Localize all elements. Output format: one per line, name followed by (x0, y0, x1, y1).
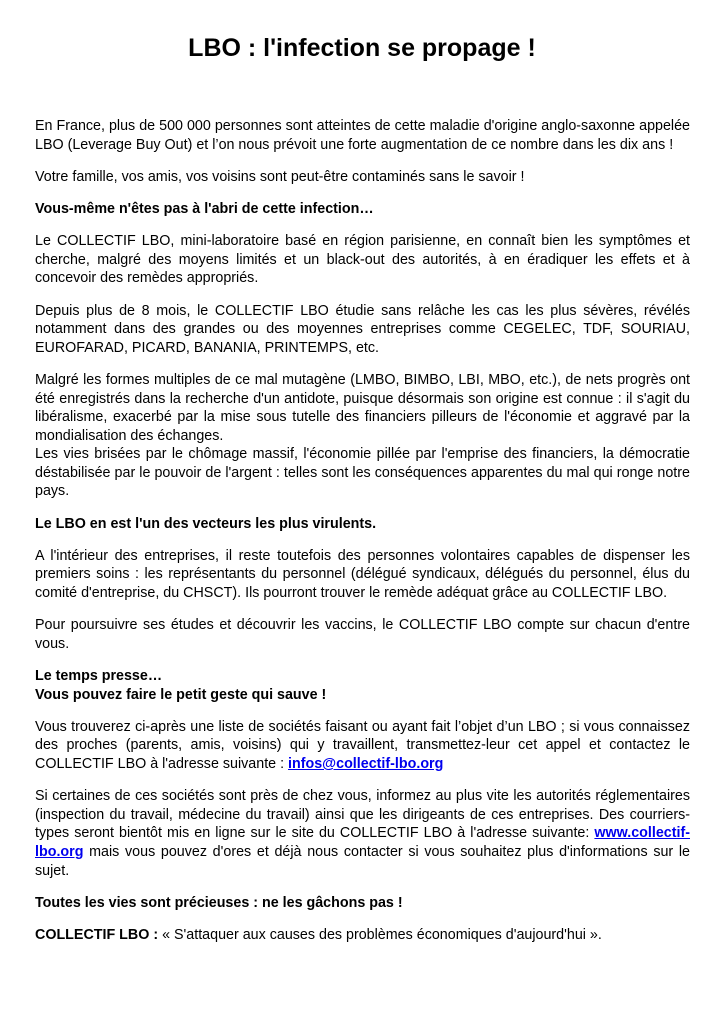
signature-label: COLLECTIF LBO : (35, 926, 159, 943)
paragraph-precious: Toutes les vies sont précieuses : ne les gâchons pas ! (35, 894, 403, 911)
email-link[interactable]: infos@collectif-lbo.org (288, 755, 444, 772)
document-body (35, 117, 690, 958)
list-text: Vous trouverez ci-après une liste de sociétés faisant ou ayant fait l’objet d’un LBO ; si vous connaissez des proches (parents, amis, voisins) qui y travaillent, transmettez-leur cet appel et contactez le COLLECTIF LBO à l'adresse suivante : (35, 718, 690, 772)
paragraph-vector: Le LBO en est l'un des vecteurs les plus virulents. (35, 515, 377, 532)
paragraph-representatives: A l'intérieur des entreprises, il reste toutefois des personnes volontaires capables de dispenser les premiers soins : les représentants du personnel (délégué syndicaux, délégués du personnel, élus du comité d'entreprise, du CHSCT). Ils pourront trouver le remède adéquat grâce au COLLECTIF LBO. (35, 547, 690, 602)
paragraph-family: Votre famille, vos amis, vos voisins sont peut-être contaminés sans le savoir ! (35, 168, 525, 185)
authorities-text: Si certaines de ces sociétés sont près de chez vous, informez au plus vite les autorités réglementaires (inspection du travail, médecine du travail) ainsi que les dirigeants de ces entreprises. Des courriers-types seront bientôt mis en ligne sur le site du COLLECTIF LBO à l'adresse suivante: (35, 788, 690, 842)
paragraph-vaccines: Pour poursuivre ses études et découvrir les vaccins, le COLLECTIF LBO compte sur chacun d'entre vous. (35, 617, 690, 652)
authorities-text-end: mais vous pouvez d'ores et déjà nous contacter si vous souhaitez plus d'informations sur le sujet. (35, 843, 690, 879)
paragraph-time: Le temps presse… (35, 668, 163, 684)
paragraph-warning: Vous-même n'êtes pas à l'abri de cette infection… (35, 200, 374, 217)
paragraph-signature (35, 926, 690, 945)
page-title: LBO : l'infection se propage ! (188, 34, 536, 62)
paragraph-consequences: Les vies brisées par le chômage massif, l'économie pillée par l'emprise des financiers, la démocratie déstabilisée par le pouvoir de l'argent : telles sont les conséquences apparentes du mal qui ronge notre pays. (35, 446, 690, 500)
paragraph-list (35, 718, 690, 774)
paragraph-authorities (35, 787, 690, 880)
paragraph-intro: En France, plus de 500 000 personnes sont atteintes de cette maladie d'origine anglo-saxonne appelée LBO (Leverage Buy Out) et l’on nous prévoit une forte augmentation de ce nombre dans les dix ans ! (35, 118, 690, 153)
website-link[interactable]: www.collectif-lbo.org (35, 825, 690, 860)
paragraph-study: Depuis plus de 8 mois, le COLLECTIF LBO étudie sans relâche les cas les plus sévères, révélés notamment dans des grandes ou des moyennes entreprises comme CEGELEC, TDF, SOURIAU, EUROFARAD, PICARD, BANANIA, PRINTEMPS, etc. (35, 302, 690, 356)
paragraph-origin: Malgré les formes multiples de ce mal mutagène (LMBO, BIMBO, LBI, MBO, etc.), de nets progrès ont été enregistrés dans la recherche d'un antidote, puisque désormais son origine est connue : il s'agit du libéralisme, exacerbé par la mise sous tutelle des financiers pilleurs de l'économie et aggravé par la mondialisation des échanges. (35, 371, 690, 444)
signature-quote: « S'attaquer aux causes des problèmes économiques d'aujourd'hui ». (158, 926, 602, 943)
paragraph-collectif: Le COLLECTIF LBO, mini-laboratoire basé en région parisienne, en connaît bien les symptômes et cherche, malgré des moyens limités et un black-out des autorités, à en éradiquer les effets et à concevoir des remèdes appropriés. (35, 233, 690, 287)
paragraph-gesture: Vous pouvez faire le petit geste qui sauve ! (35, 686, 327, 703)
